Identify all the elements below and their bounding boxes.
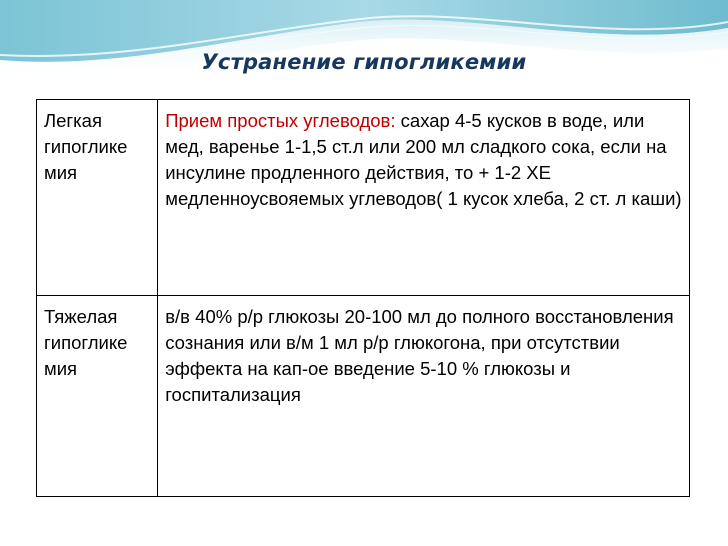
table-row-severe — [37, 296, 690, 497]
hypoglycemia-table — [36, 99, 690, 497]
severity-label-cell — [37, 296, 158, 497]
severity-label-line: гипоглике — [44, 136, 128, 157]
treatment-text: в/в 40% р/р глюкозы 20-100 мл до полного восстановления сознания или в/м 1 мл р/р глюкогона, при отсутствии эффекта на кап-ое введение 5-10 % глюкозы и госпитализация — [165, 306, 674, 406]
treatment-cell — [158, 296, 690, 497]
severity-label-line: Тяжелая — [44, 306, 118, 328]
severity-label-line: мия — [44, 358, 78, 380]
severity-label-cell — [37, 100, 158, 296]
severity-label-line: мия — [44, 162, 78, 183]
severity-label-line: Легкая — [44, 110, 102, 131]
table-row-light — [37, 100, 690, 296]
treatment-highlight: Прием простых углеводов: — [165, 110, 396, 131]
treatment-cell — [158, 100, 690, 296]
severity-label-line: гипоглике — [44, 332, 128, 354]
treatment-text: сахар 4-5 кусков в воде, или мед, варенье 1-1,5 ст.л или 200 мл сладкого сока, если на инсулине продленного действия, то + 1-2 ХЕ медленноусвояемых углеводов( 1 кусок хлеба, 2 ст. л каши) — [165, 110, 682, 209]
slide-title: Устранение гипогликемии — [201, 50, 527, 74]
